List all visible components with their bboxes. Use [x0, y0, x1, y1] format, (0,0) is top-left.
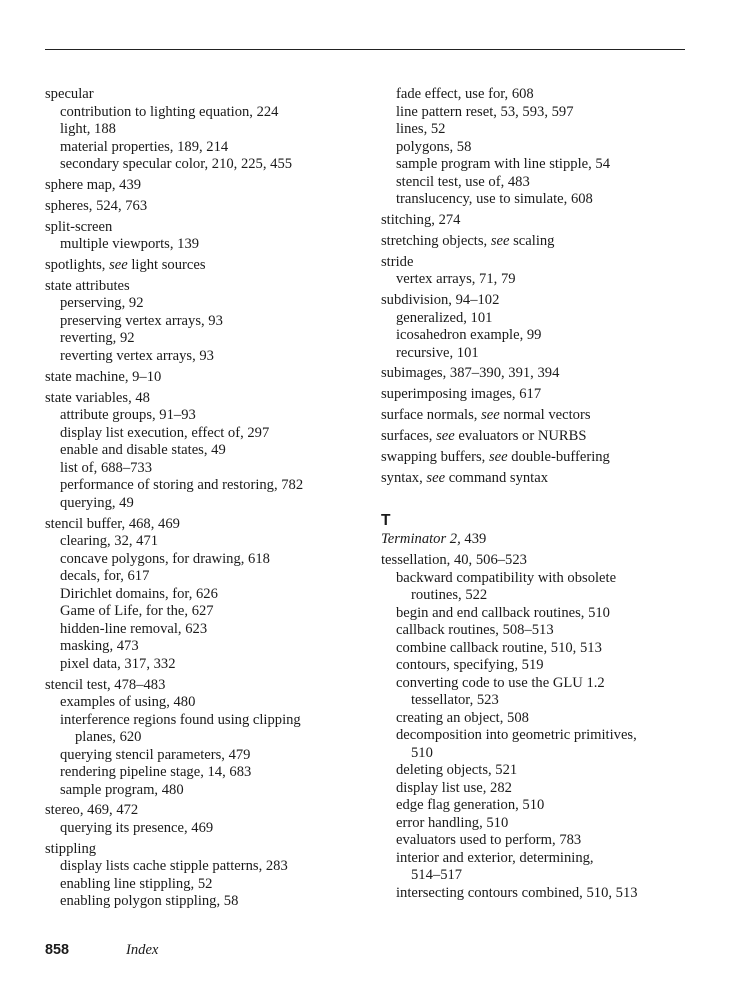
index-subentry: reverting, 92 [60, 330, 135, 347]
index-entry: subimages, 387–390, 391, 394 [381, 365, 560, 382]
index-subentry: combine callback routine, 510, 513 [396, 639, 602, 656]
page-number: 858 [45, 942, 70, 958]
index-entry [381, 428, 701, 446]
index-subentry: icosahedron example, 99 [396, 327, 542, 344]
index-entry: state variables, 48 [45, 389, 150, 406]
index-subentry: display lists cache stipple patterns, 283 [60, 858, 288, 875]
index-subentry: begin and end callback routines, 510 [396, 604, 610, 621]
index-entry [381, 449, 701, 467]
running-head: Index [126, 942, 159, 958]
index-subentry: attribute groups, 91–93 [60, 407, 196, 424]
see-reference: see [481, 407, 500, 424]
index-entry: split-screen [45, 218, 113, 235]
index-subentry: decomposition into geometric primitives, [396, 727, 637, 744]
entry-term: swapping buffers, [381, 449, 489, 466]
index-continuation: 510 [411, 744, 433, 761]
index-subentry: recursive, 101 [396, 344, 479, 361]
section-gap [381, 487, 701, 511]
index-subentry: multiple viewports, 139 [60, 236, 200, 253]
index-subentry: reverting vertex arrays, 93 [60, 347, 214, 364]
index-column-left [45, 86, 375, 911]
index-subentry: secondary specular color, 210, 225, 455 [60, 156, 293, 172]
index-subentry: interior and exterior, determining, [396, 849, 594, 866]
index-continuation: tessellator, 523 [411, 692, 499, 709]
index-subentry: translucency, use to simulate, 608 [396, 191, 593, 207]
index-subentry: callback routines, 508–513 [396, 622, 554, 639]
cross-reference-target: double-buffering [507, 449, 610, 466]
index-continuation: 514–517 [411, 867, 463, 884]
index-entry: tessellation, 40, 506–523 [381, 552, 527, 569]
index-subentry: enabling line stippling, 52 [60, 875, 213, 892]
index-subentry: list of, 688–733 [60, 459, 153, 476]
index-entry: specular [45, 86, 94, 102]
index-entry: subdivision, 94–102 [381, 292, 500, 309]
index-subentry: interference regions found using clipping [60, 711, 301, 728]
index-subentry: querying stencil parameters, 479 [60, 746, 251, 763]
index-subentry: vertex arrays, 71, 79 [396, 271, 516, 288]
see-reference: see [109, 257, 128, 274]
index-subentry: querying, 49 [60, 494, 134, 511]
index-subentry: light, 188 [60, 121, 116, 137]
cross-reference-target: scaling [509, 232, 555, 249]
index-subentry: backward compatibility with obsolete [396, 569, 617, 586]
index-subentry: line pattern reset, 53, 593, 597 [396, 103, 574, 120]
index-subentry: creating an object, 508 [396, 709, 529, 726]
index-subentry: generalized, 101 [396, 309, 493, 326]
cross-reference-target: light sources [127, 257, 206, 274]
index-subentry: deleting objects, 521 [396, 762, 518, 779]
index-subentry: polygons, 58 [396, 138, 472, 155]
index-subentry: contribution to lighting equation, 224 [60, 103, 279, 120]
see-reference: see [426, 469, 446, 486]
index-entry [381, 407, 701, 425]
index-entry: sphere map, 439 [45, 176, 142, 193]
index-subentry: sample program with line stipple, 54 [396, 156, 611, 172]
index-subentry: preserving vertex arrays, 93 [60, 312, 223, 329]
cross-reference-target: evaluators or NURBS [454, 428, 587, 445]
index-subentry: material properties, 189, 214 [60, 138, 229, 155]
index-entry [381, 531, 701, 549]
cross-reference-target: normal vectors [499, 407, 591, 424]
index-subentry: pixel data, 317, 332 [60, 655, 176, 672]
header-rule [45, 49, 685, 50]
index-entry: stencil buffer, 468, 469 [45, 515, 180, 532]
index-subentry: contours, specifying, 519 [396, 657, 544, 674]
index-subentry: rendering pipeline stage, 14, 683 [60, 764, 252, 781]
index-entry: stencil test, 478–483 [45, 676, 166, 693]
index-subentry: Dirichlet domains, for, 626 [60, 585, 218, 602]
entry-pages: 439 [460, 531, 487, 548]
index-entry: spheres, 524, 763 [45, 197, 148, 214]
index-entry [381, 233, 701, 251]
index-entry: stippling [45, 840, 97, 857]
index-subentry: lines, 52 [396, 121, 446, 137]
index-entry: stitching, 274 [381, 211, 461, 228]
index-subentry: error handling, 510 [396, 814, 509, 831]
index-subentry: intersecting contours combined, 510, 513 [396, 884, 638, 901]
index-subentry: stencil test, use of, 483 [396, 173, 530, 190]
index-subentry: hidden-line removal, 623 [60, 620, 208, 637]
index-subentry: examples of using, 480 [60, 694, 196, 711]
index-continuation: planes, 620 [75, 729, 142, 746]
index-subentry: enabling polygon stippling, 58 [60, 893, 239, 910]
see-reference: see [436, 428, 455, 445]
index-subentry: display list execution, effect of, 297 [60, 424, 270, 441]
index-subentry: sample program, 480 [60, 781, 184, 798]
entry-term: surface normals, [381, 407, 482, 424]
index-entry [45, 257, 375, 275]
index-subentry: enable and disable states, 49 [60, 442, 226, 459]
index-subentry: concave polygons, for drawing, 618 [60, 550, 270, 567]
entry-term: surfaces, [381, 428, 437, 445]
index-subentry: evaluators used to perform, 783 [396, 832, 582, 849]
index-subentry: performance of storing and restoring, 782 [60, 477, 304, 494]
cross-reference-target: command syntax [445, 469, 548, 486]
index-column-right [381, 86, 701, 902]
index-entry: state machine, 9–10 [45, 368, 162, 385]
index-subentry: edge flag generation, 510 [396, 797, 545, 814]
entry-title-italic: Terminator 2, [381, 531, 461, 548]
entry-term: spotlights, [45, 257, 110, 274]
section-letter: T [381, 512, 391, 530]
index-entry: stride [381, 253, 414, 270]
index-subentry: masking, 473 [60, 638, 139, 655]
index-subentry: converting code to use the GLU 1.2 [396, 674, 605, 691]
entry-term: syntax, [381, 469, 427, 486]
index-subentry: display list use, 282 [396, 779, 512, 796]
index-entry: superimposing images, 617 [381, 386, 542, 403]
page-footer [45, 942, 159, 959]
index-subentry: decals, for, 617 [60, 568, 150, 585]
index-entry: state attributes [45, 277, 130, 294]
index-subentry: querying its presence, 469 [60, 819, 214, 836]
index-continuation: routines, 522 [411, 587, 488, 604]
index-entry: stereo, 469, 472 [45, 802, 139, 819]
index-subentry: clearing, 32, 471 [60, 533, 159, 550]
see-reference: see [490, 232, 510, 249]
entry-term: stretching objects, [381, 232, 491, 249]
index-subentry: Game of Life, for the, 627 [60, 603, 214, 620]
index-entry [381, 470, 701, 488]
index-subentry: perserving, 92 [60, 295, 144, 312]
see-reference: see [488, 449, 508, 466]
index-subentry: fade effect, use for, 608 [396, 86, 534, 102]
